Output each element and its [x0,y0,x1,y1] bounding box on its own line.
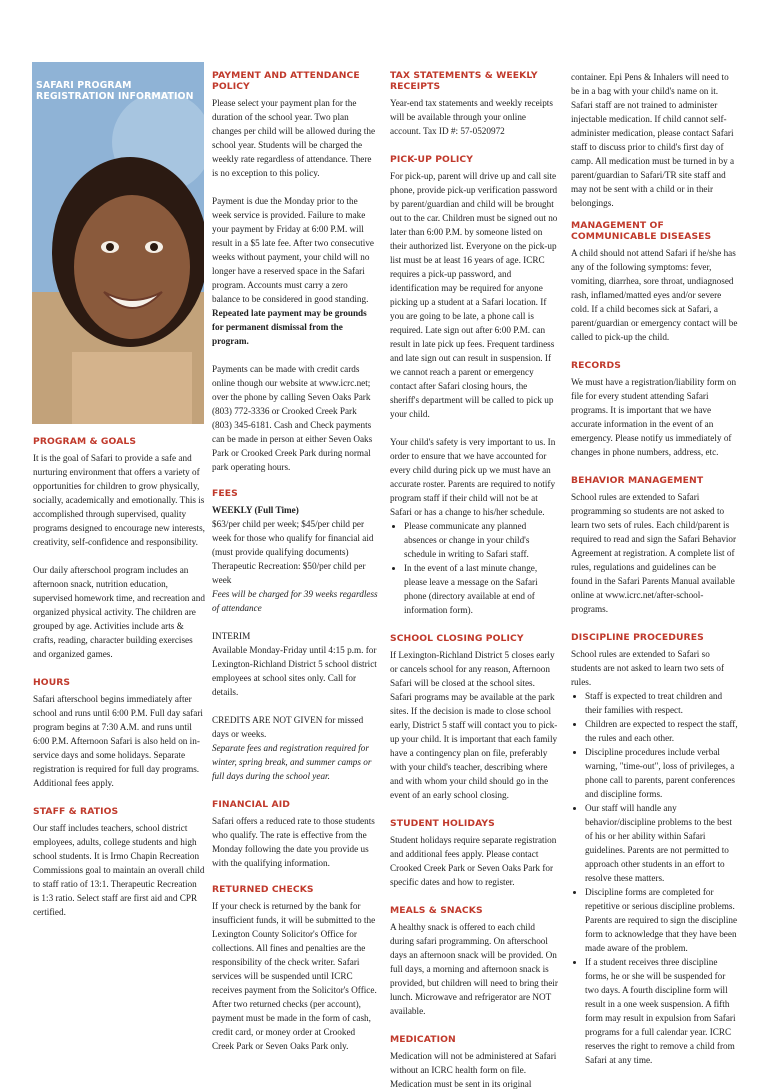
pickup-text: For pick-up, parent will drive up and call site phone, provide pick-up verification password by parent/guardian and child will be brought out to the car. Children must be signed out no later than 6:00 P.M. by someone listed on their authorized list. Everyone on the pick-up list must be at least 16 years of age. ICRC requires a pick-up password, and identification may be required for anyone picking up a student at a Safari location. If you are going to be late, a phone call is required. Late sign out after 6:00 P.M. can result in late pick up fees. Frequent tardiness and late sign out can result in suspension. If we cannot reach a parent or emergency contact after Safari closing hours, the sheriff's department will be called to pick up your child. [390,171,558,419]
list-item: • Please communicate any planned absences or change in your child's schedule in writing to Safari staff. [404,519,558,561]
medication-text: Medication will not be administered at Safari without an ICRC health form on file. Medication must be sent in its original [390,1051,557,1089]
interim-text: Available Monday-Friday until 4:15 p.m. for Lexington-Richland District 5 school district employees at school sites only. Call for details. [212,645,377,697]
program-title: SAFARI PROGRAM REGISTRATION INFORMATION [36,80,194,102]
student-holidays-text: Student holidays require separate registration and additional fees apply. Please contact Crooked Creek Park or Seven Oaks Park for specific dates and how to register. [390,835,557,887]
list-item: • Discipline forms are completed for repetitive or serious discipline problems. Parents are required to sign the discipline form to acknowledge that they have been made aware of the problem. [585,885,739,955]
list-item: • Our staff will handle any behavior/discipline problems to the best of his or her ability within Safari guidelines. Parents are not permitted to approach other students in an effort to resolve these matters. [585,801,739,885]
fees-heading: FEES [212,488,238,499]
communicable-diseases-text: A child should not attend Safari if he/she has any of the following symptoms: fever, vomiting, diarrhea, sore throat, undiagnosed rash, inflamed/matted eyes and/or severe cold. If a child becomes sick at Safari, a parent/guardian or emergency contact will be called to pick-up the child. [571,248,738,342]
student-holidays-heading: STUDENT HOLIDAYS [390,818,495,829]
hours-text: Safari afterschool begins immediately after school and runs until 6:00 P.M. Full day safari program begins at 7:30 A.M. and runs until 6:00 P.M. Afternoon Safari is also held on in-service days and some holidays. Separate registration is required for full day programs. Additional fees apply. [33,694,203,788]
program-goals-text: It is the goal of Safari to provide a safe and nurturing environment that offers a variety of opportunities for children to grow physically, socially, academically and emotionally. This is accomplished through supervised, quality programs designed to encourage new interests, creativity, self-confidence and responsibility. [33,453,205,547]
tax-heading: TAX STATEMENTS & WEEKLY RECEIPTS [390,70,538,92]
payment-due-text [212,194,378,348]
pickup-bullet-list [390,519,558,617]
separate-fees-note: Separate fees and registration required for winter, spring break, and summer camps or full days during the school year. [212,743,372,781]
list-item: • Discipline procedures include verbal warning, "time-out", loss of privileges, a phone call to parents, parent conferences and discipline forms. [585,745,739,801]
late-payment-warning: Repeated late payment may be grounds for permanent dismissal from the program. [212,308,367,346]
financial-aid-heading: FINANCIAL AID [212,799,290,810]
payment-methods-text: Payments can be made with credit cards online though our website at www.icrc.net; over the phone by calling Seven Oaks Park (803) 772-3336 or Crooked Creek Park (803) 345-6181. Cash and Check payments can be made in person at either Seven Oaks Park or Crooked Creek Park during normal park operating hours. [212,364,373,472]
weekly-fee-label: WEEKLY (Full Time) [212,505,299,515]
medication-heading: MEDICATION [390,1034,456,1045]
discipline-heading: DISCIPLINE PROCEDURES [571,632,704,643]
smiling-child-photo [32,62,204,424]
interim-label: INTERIM [212,631,251,641]
communicable-diseases-heading: MANAGEMENT OF COMMUNICABLE DISEASES [571,220,712,242]
safety-text: Your child's safety is very important to us. In order to ensure that we have accounted for every child during pick up we must have an accurate roster. Parents are required to notify program staff if their child will not be at Safari or has a change to his/her schedule. [390,437,556,517]
behavior-text: School rules are extended to Safari programming so students are not asked to learn two sets of rules. Each child/parent is required to read and sign the Safari Behavior Agreement at registration. A complete list of rules, regulations and guidelines can be found in the Safari Parents Manual available online at www.icrc.net/after-school-programs. [571,492,737,614]
discipline-bullet-list [571,689,739,1067]
credits-emphasis: CREDITS ARE NOT GIVEN [212,715,323,725]
school-closing-heading: SCHOOL CLOSING POLICY [390,633,524,644]
payment-due-body: Payment is due the Monday prior to the week service is provided. Failure to make your payment by Friday at 6:00 P.M. will result in a $5 late fee. After two consecutive weeks without payment, your child will no longer have a reserved space in the Safari program. Accounts must carry a zero balance to be considered in good standing. [212,196,374,304]
records-text: We must have a registration/liability form on file for every student attending Safari programs. It is important that we have accurate information in the event of an emergency. Please notify us immediately of changes in phone numbers, address, etc. [571,377,737,457]
credits-rest: for missed days or weeks. [212,715,364,739]
medication-continued-text: container. Epi Pens & Inhalers will need to be in a bag with your child's name on it. Safari staff are not trained to administer injectable medication. If child cannot self-administer medication, please contact Safari staff to discuss prior to child's first day of camp. All medication must be turned in by a parent/guardian to Safari/TR site staff and may not be sent with a child or in their belongings. [571,72,735,208]
weekly-fee-note: Fees will be charged for 39 weeks regardless of attendance [212,589,378,613]
payment-plan-text: Please select your payment plan for the duration of the school year. Two plan changes per child will be allowed during the school year. Students will be charged the weekly rate regardless of attendance. There is no exception to this policy. [212,98,376,178]
list-item: • Staff is expected to treat children and their families with respect. [585,689,739,717]
program-activities-text: Our daily afterschool program includes an afternoon snack, nutrition education, supervised homework time, and recreation and organized physical activity. The children are grouped by age. Activities include arts & crafts, reading, character building exercises and organized games. [33,565,205,659]
pickup-heading: PICK-UP POLICY [390,154,474,165]
staff-text: Our staff includes teachers, school district employees, adults, college students and high school students. It is Irmo Chapin Recreation Commissions goal to maintain an overall child to staff ratio of 13:1. Therapeutic Recreation is 1:3 ratio. Select staff are first aid and CPR certified. [33,823,205,917]
list-item: • In the event of a last minute change, please leave a message on the Safari phone (directory available at end of information form). [404,561,558,617]
meals-text: A healthy snack is offered to each child during safari programming. On afterschool days an afternoon snack will be provided. On full days, a morning and afternoon snack is provided, but children will need to bring their lunch. Microwave and refrigerator are NOT available. [390,922,558,1016]
returned-checks-text: If your check is returned by the bank for insufficient funds, it will be submitted to the Lexington County Solicitor's Office for collections. All fines and penalties are the responsibility of the check writer. Safari services will be suspended until ICRC receives payment from the Solicitor's Office. After two returned checks (per account), payment must be made in the form of cash, credit card, or money order at Crooked Creek Park or Seven Oaks Park only. [212,901,377,1051]
program-goals-heading: PROGRAM & GOALS [33,436,137,447]
hours-heading: HOURS [33,677,71,688]
child-photo [32,62,204,424]
payment-heading: PAYMENT AND ATTENDANCE POLICY [212,70,360,92]
records-heading: RECORDS [571,360,621,371]
meals-heading: MEALS & SNACKS [390,905,483,916]
list-item: • If a student receives three discipline forms, he or she will be suspended for two days. A fourth discipline form will result in a one week suspension. A fifth form may result in expulsion from Safari programs for a full calendar year. ICRC reserves the right to remove a child from Safari at any time. [585,955,739,1067]
credits-text [212,713,378,741]
weekly-fee-text: $63/per child per week; $45/per child per week for those who qualify for financial aid (must provide qualifying documents) Therapeutic Recreation: $50/per child per week [212,519,374,585]
discipline-text: School rules are extended to Safari so students are not asked to learn two sets of rules. [571,649,725,687]
tax-text: Year-end tax statements and weekly receipts will be available through your online account. Tax ID #: 57-0520972 [390,98,553,136]
list-item: • Children are expected to respect the staff, the rules and each other. [585,717,739,745]
behavior-heading: BEHAVIOR MANAGEMENT [571,475,704,486]
staff-heading: STAFF & RATIOS [33,806,119,817]
returned-checks-heading: RETURNED CHECKS [212,884,314,895]
financial-aid-text: Safari offers a reduced rate to those students who qualify. The rate is effective from the Monday following the date you provide us with the qualifying information. [212,816,375,868]
school-closing-text: If Lexington-Richland District 5 closes early or cancels school for any reason, Afternoon Safari will be closed at the school sites. Safari programs may be available at the park sites. If the decision is made to close school early, District 5 staff will contact you to pick-up your child. It is important that each family have a contingency plan on file, preferably with your child's teacher, describing where and with whom your child should go in the event of an early school closing. [390,650,558,800]
